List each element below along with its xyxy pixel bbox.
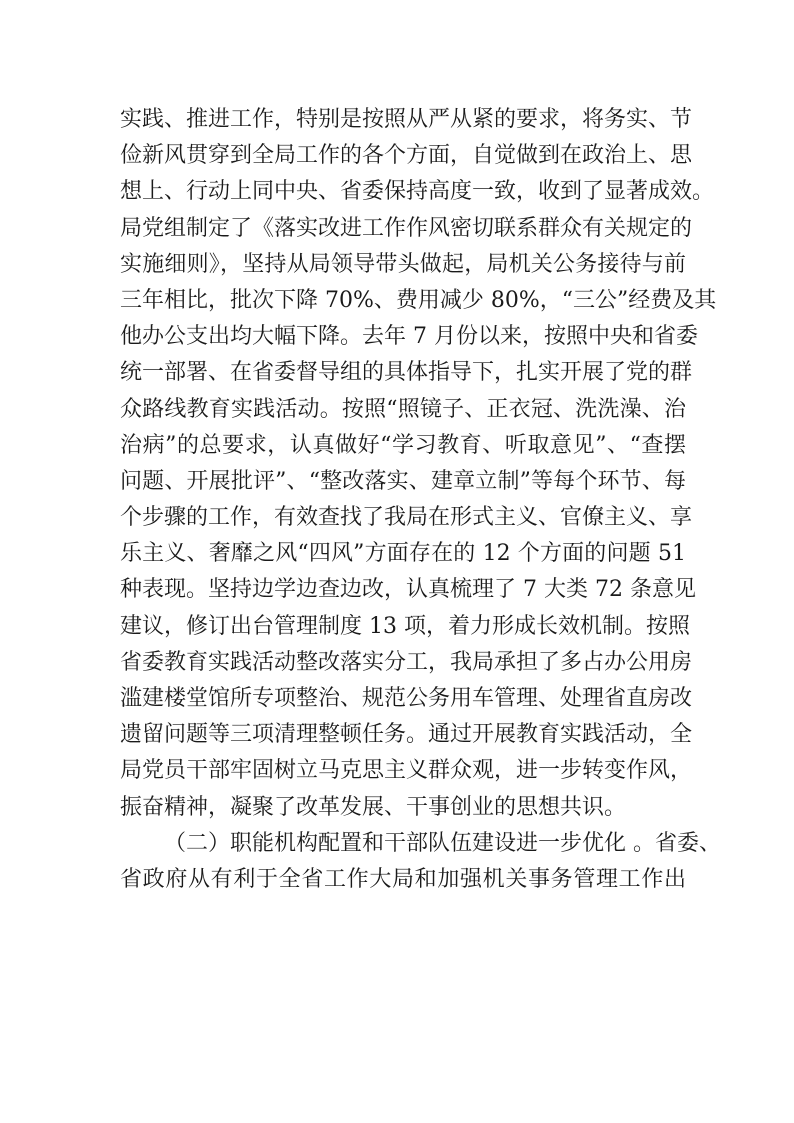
text-line: 乐主义、奢靡之风“四风”方面存在的 12 个方面的问题 51 [120, 541, 686, 567]
text-line: 实施细则》，坚持从局领导带头做起，局机关公务接待与前 [120, 251, 686, 277]
text-line: 省政府从有利于全省工作大局和加强机关事务管理工作出 [120, 866, 686, 892]
text-line: 实践、推进工作，特别是按照从严从紧的要求，将务实、节 [120, 107, 693, 132]
text-line: 统一部署、在省委督导组的具体指导下，扎实开展了党的群 [120, 360, 693, 386]
text-line: 问题、开展批评”、“整改落实、建章立制”等每个环节、每 [120, 468, 686, 494]
text-line: 振奋精神，凝聚了改革发展、干事创业的思想共识。 [120, 794, 627, 820]
text-line: 滥建楼堂馆所专项整治、规范公务用车管理、处理省直房改 [120, 686, 693, 711]
text-line: 省委教育实践活动整改落实分工，我局承担了多占办公用房 [120, 649, 693, 675]
text-line: 众路线教育实践活动。按照“照镜子、正衣冠、洗洗澡、治 [120, 396, 686, 422]
body-text [120, 102, 721, 898]
text-line: 个步骤的工作，有效查找了我局在形式主义、官僚主义、享 [120, 505, 693, 531]
text-line: 想上、行动上同中央、省委保持高度一致，收到了显著成效。 [120, 179, 715, 205]
text-line: 局党员干部牢固树立马克思主义群众观，进一步转变作风， [120, 758, 693, 784]
text-line: 治病”的总要求，认真做好“学习教育、听取意见”、“查摆 [120, 432, 686, 458]
text-line: 三年相比，批次下降 70%、费用减少 80%，“三公”经费及其 [120, 287, 717, 313]
section-heading-line: （二）职能机构配置和干部队伍建设进一步优化 。省委、 [164, 830, 721, 856]
text-line: 种表现。坚持边学边查边改，认真梳理了 7 大类 72 条意见 [120, 577, 696, 603]
text-line: 遗留问题等三项清理整顿任务。通过开展教育实践活动，全 [120, 722, 693, 748]
text-line: 他办公支出均大幅下降。去年 7 月份以来，按照中央和省委 [120, 324, 698, 350]
text-line: 建议，修订出台管理制度 13 项，着力形成长效机制。按照 [120, 613, 690, 639]
text-line: 局党组制定了《落实改进工作作风密切联系群众有关规定的 [120, 215, 693, 241]
text-line: 俭新风贯穿到全局工作的各个方面，自觉做到在政治上、思 [120, 143, 693, 169]
